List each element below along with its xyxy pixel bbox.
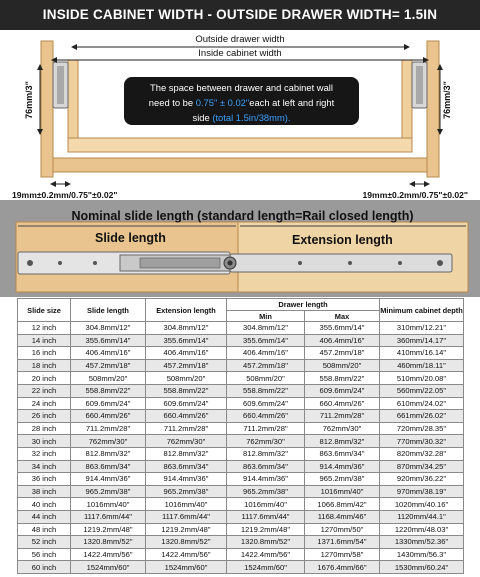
drawer-max-cell: 1168.4mm/46": [305, 510, 380, 523]
mount-hole-icon: [298, 261, 302, 265]
slide-length-cell: 1422.4mm/56": [71, 548, 146, 561]
drawer-min-cell: 762mm/30": [227, 435, 305, 448]
table-row: [18, 536, 464, 549]
note-total-value: (total 1.5in/38mm).: [212, 112, 291, 123]
slide-size-cell: 36 inch: [18, 473, 71, 486]
extension-length-cell: 660.4mm/26": [146, 410, 227, 423]
drawer-min-cell: 965.2mm/38": [227, 485, 305, 498]
min-cabinet-depth-cell: 1430mm/56.3": [380, 548, 464, 561]
note-line-2c: each at left and right: [249, 97, 335, 108]
drawer-max-cell: 1066.8mm/42": [305, 498, 380, 511]
cabinet-bottom: [53, 158, 427, 172]
drawer-max-cell: 1371.6mm/54": [305, 536, 380, 549]
drawer-min-cell: 1016mm/40": [227, 498, 305, 511]
slide-rail-left: [57, 66, 64, 104]
slide-length-cell: 711.2mm/28": [71, 422, 146, 435]
inside-cabinet-width-label: Inside cabinet width: [198, 48, 282, 59]
slide-size-cell: 32 inch: [18, 447, 71, 460]
min-cabinet-depth-cell: 510mm/20.08": [380, 372, 464, 385]
extension-length-cell: 508mm/20": [146, 372, 227, 385]
min-cabinet-depth-cell: 770mm/30.32": [380, 435, 464, 448]
extension-length-cell: 914.4mm/36": [146, 473, 227, 486]
table-row: [18, 410, 464, 423]
min-cabinet-depth-cell: 870mm/34.25": [380, 460, 464, 473]
min-cabinet-depth-cell: 410mm/16.14": [380, 347, 464, 360]
table-row: [18, 359, 464, 372]
slide-length-cell: 1524mm/60": [71, 561, 146, 574]
slide-size-cell: 14 inch: [18, 334, 71, 347]
slide-rail-right: [416, 66, 423, 104]
slide-size-cell: 12 inch: [18, 322, 71, 335]
slide-length-cell: 558.8mm/22": [71, 384, 146, 397]
drawer-max-cell: 812.8mm/32": [305, 435, 380, 448]
mount-hole-icon: [27, 260, 33, 266]
slide-size-table: [17, 298, 464, 574]
note-line-1: The space between drawer and cabinet wall: [150, 82, 333, 93]
slide-size-cell: 18 inch: [18, 359, 71, 372]
slide-length-cell: 660.4mm/26": [71, 410, 146, 423]
min-cabinet-depth-cell: 661mm/26.02": [380, 410, 464, 423]
slide-length-cell: 1219.2mm/48": [71, 523, 146, 536]
gap-label-left: 19mm±0.2mm/0.75"±0.02": [12, 190, 118, 200]
col-header-max: Max: [305, 311, 380, 322]
slide-length-cell: 1016mm/40": [71, 498, 146, 511]
drawer-min-cell: 660.4mm/26": [227, 410, 305, 423]
col-header-drawer-length: Drawer length: [227, 299, 380, 311]
slide-length-cell: 1117.6mm/44": [71, 510, 146, 523]
note-line-3: [124, 110, 359, 125]
note-line-2a: need to be: [148, 97, 196, 108]
slide-length-cell: 406.4mm/16": [71, 347, 146, 360]
col-header-slide-size: Slide size: [18, 299, 71, 322]
cabinet-wall-left: [41, 41, 53, 177]
cabinet-wall-right: [427, 41, 439, 177]
slide-size-cell: 38 inch: [18, 485, 71, 498]
drawer-min-cell: 609.6mm/24": [227, 397, 305, 410]
min-cabinet-depth-cell: 1220mm/48.03": [380, 523, 464, 536]
table-row: [18, 473, 464, 486]
slide-size-cell: 56 inch: [18, 548, 71, 561]
extension-length-cell: 457.2mm/18": [146, 359, 227, 372]
mount-hole-icon: [348, 261, 352, 265]
table-row: [18, 322, 464, 335]
slide-length-cell: 457.2mm/18": [71, 359, 146, 372]
slide-length-cell: 304.8mm/12": [71, 322, 146, 335]
extension-length-cell: 762mm/30": [146, 435, 227, 448]
drawer-min-cell: 1320.8mm/52": [227, 536, 305, 549]
drawer-max-cell: 1270mm/50": [305, 523, 380, 536]
slide-length-cell: 863.6mm/34": [71, 460, 146, 473]
slide-length-cell: 965.2mm/38": [71, 485, 146, 498]
drawer-max-cell: 762mm/30": [305, 422, 380, 435]
table-row: [18, 372, 464, 385]
extension-length-cell: 1320.8mm/52": [146, 536, 227, 549]
slide-size-cell: 48 inch: [18, 523, 71, 536]
outside-drawer-width-label: Outside drawer width: [195, 34, 285, 45]
table-row: [18, 510, 464, 523]
table-row: [18, 422, 464, 435]
note-gap-value: 0.75" ± 0.02": [195, 97, 250, 108]
height-label-left: 76mm/3": [24, 81, 34, 119]
extension-length-cell: 406.4mm/16": [146, 347, 227, 360]
table-row: [18, 447, 464, 460]
slide-size-cell: 28 inch: [18, 422, 71, 435]
extension-length-label: Extension length: [292, 233, 393, 247]
extension-length-cell: 812.8mm/32": [146, 447, 227, 460]
slide-size-cell: 20 inch: [18, 372, 71, 385]
slide-length-cell: 609.6mm/24": [71, 397, 146, 410]
extension-length-cell: 863.6mm/34": [146, 460, 227, 473]
min-cabinet-depth-cell: 820mm/32.28": [380, 447, 464, 460]
min-cabinet-depth-cell: 1120mm/44.1": [380, 510, 464, 523]
slide-length-cell: 762mm/30": [71, 435, 146, 448]
drawer-max-cell: 965.2mm/38": [305, 473, 380, 486]
drawer-min-cell: 711.2mm/28": [227, 422, 305, 435]
min-cabinet-depth-cell: 310mm/12.21": [380, 322, 464, 335]
min-cabinet-depth-cell: 460mm/18.11": [380, 359, 464, 372]
table-row: [18, 384, 464, 397]
extension-length-cell: 711.2mm/28": [146, 422, 227, 435]
note-line-3a: side: [192, 112, 213, 123]
drawer-min-cell: 304.8mm/12": [227, 322, 305, 335]
drawer-bottom: [68, 138, 412, 152]
drawer-max-cell: 1016mm/40": [305, 485, 380, 498]
drawer-max-cell: 1676.4mm/66": [305, 561, 380, 574]
table-row: [18, 523, 464, 536]
slide-size-cell: 34 inch: [18, 460, 71, 473]
slide-size-cell: 52 inch: [18, 536, 71, 549]
min-cabinet-depth-cell: 920mm/36.22": [380, 473, 464, 486]
drawer-max-cell: 914.4mm/36": [305, 460, 380, 473]
min-cabinet-depth-cell: 720mm/28.35": [380, 422, 464, 435]
mount-hole-icon: [398, 261, 402, 265]
slide-length-cell: 812.8mm/32": [71, 447, 146, 460]
slide-length-cell: 914.4mm/36": [71, 473, 146, 486]
drawer-min-cell: 863.6mm/34": [227, 460, 305, 473]
table-row: [18, 548, 464, 561]
nominal-slide-length-title: Nominal slide length (standard length=Rail closed length): [71, 209, 414, 223]
slide-size-cell: 40 inch: [18, 498, 71, 511]
extension-length-cell: 965.2mm/38": [146, 485, 227, 498]
min-cabinet-depth-cell: 970mm/38.19": [380, 485, 464, 498]
extension-length-cell: 304.8mm/12": [146, 322, 227, 335]
col-header-min: Min: [227, 311, 305, 322]
spacing-note: [124, 77, 359, 125]
min-cabinet-depth-cell: 360mm/14.17": [380, 334, 464, 347]
gap-label-right: 19mm±0.2mm/0.75"±0.02": [362, 190, 468, 200]
drawer-min-cell: 508mm/20": [227, 372, 305, 385]
table-row: [18, 397, 464, 410]
drawer-max-cell: 355.6mm/14": [305, 322, 380, 335]
slide-size-cell: 44 inch: [18, 510, 71, 523]
drawer-min-cell: 1117.6mm/44": [227, 510, 305, 523]
extension-length-cell: 1422.4mm/56": [146, 548, 227, 561]
drawer-max-cell: 711.2mm/28": [305, 410, 380, 423]
extension-length-cell: 609.6mm/24": [146, 397, 227, 410]
drawer-max-cell: 1270mm/58": [305, 548, 380, 561]
drawer-max-cell: 457.2mm/18": [305, 347, 380, 360]
table-row: [18, 460, 464, 473]
drawer-min-cell: 1422.4mm/56": [227, 548, 305, 561]
table-row: [18, 498, 464, 511]
slide-size-cell: 26 inch: [18, 410, 71, 423]
col-header-min-cabinet-depth: Minimum cabinet depth: [380, 299, 464, 322]
ball-bearing-cage: [140, 258, 220, 268]
slide-length-cell: 355.6mm/14": [71, 334, 146, 347]
table-row: [18, 561, 464, 574]
extension-length-cell: 1524mm/60": [146, 561, 227, 574]
table-body: [18, 322, 464, 574]
drawer-min-cell: 812.8mm/32": [227, 447, 305, 460]
drawer-max-cell: 406.4mm/16": [305, 334, 380, 347]
drawer-max-cell: 609.6mm/24": [305, 384, 380, 397]
drawer-max-cell: 508mm/20": [305, 359, 380, 372]
note-line-2: [124, 95, 359, 110]
min-cabinet-depth-cell: 1530mm/60.24": [380, 561, 464, 574]
min-cabinet-depth-cell: 1330mm/52.36": [380, 536, 464, 549]
drawer-min-cell: 355.6mm/14": [227, 334, 305, 347]
slide-size-cell: 30 inch: [18, 435, 71, 448]
slide-size-cell: 24 inch: [18, 397, 71, 410]
drawer-min-cell: 406.4mm/16": [227, 347, 305, 360]
mount-hole-icon: [58, 261, 62, 265]
drawer-min-cell: 558.8mm/22": [227, 384, 305, 397]
slide-size-cell: 16 inch: [18, 347, 71, 360]
min-cabinet-depth-cell: 610mm/24.02": [380, 397, 464, 410]
table-row: [18, 347, 464, 360]
extension-length-cell: 355.6mm/14": [146, 334, 227, 347]
drawer-min-cell: 1524mm/60": [227, 561, 305, 574]
mount-hole-icon: [437, 260, 443, 266]
slide-length-cell: 508mm/20": [71, 372, 146, 385]
min-cabinet-depth-cell: 560mm/22.05": [380, 384, 464, 397]
extension-length-cell: 1016mm/40": [146, 498, 227, 511]
drawer-min-cell: 1219.2mm/48": [227, 523, 305, 536]
extension-length-cell: 1117.6mm/44": [146, 510, 227, 523]
extension-length-cell: 558.8mm/22": [146, 384, 227, 397]
mount-hole-icon: [93, 261, 97, 265]
inner-rail: [230, 254, 452, 272]
height-label-right: 76mm/3": [442, 81, 452, 119]
drawer-min-cell: 914.4mm/36": [227, 473, 305, 486]
page-title: INSIDE CABINET WIDTH - OUTSIDE DRAWER WIDTH= 1.5IN: [0, 0, 480, 30]
slide-size-cell: 22 inch: [18, 384, 71, 397]
min-cabinet-depth-cell: 1020mm/40.16": [380, 498, 464, 511]
table-row: [18, 435, 464, 448]
col-header-extension-length: Extension length: [146, 299, 227, 322]
rail-rivet-center: [228, 261, 233, 266]
drawer-max-cell: 863.6mm/34": [305, 447, 380, 460]
col-header-slide-length: Slide length: [71, 299, 146, 322]
slide-length-cell: 1320.8mm/52": [71, 536, 146, 549]
slide-size-cell: 60 inch: [18, 561, 71, 574]
slide-length-label: Slide length: [95, 231, 166, 245]
extension-length-cell: 1219.2mm/48": [146, 523, 227, 536]
table-row: [18, 485, 464, 498]
table-row: [18, 334, 464, 347]
drawer-max-cell: 660.4mm/26": [305, 397, 380, 410]
drawer-min-cell: 457.2mm/18": [227, 359, 305, 372]
drawer-max-cell: 558.8mm/22": [305, 372, 380, 385]
